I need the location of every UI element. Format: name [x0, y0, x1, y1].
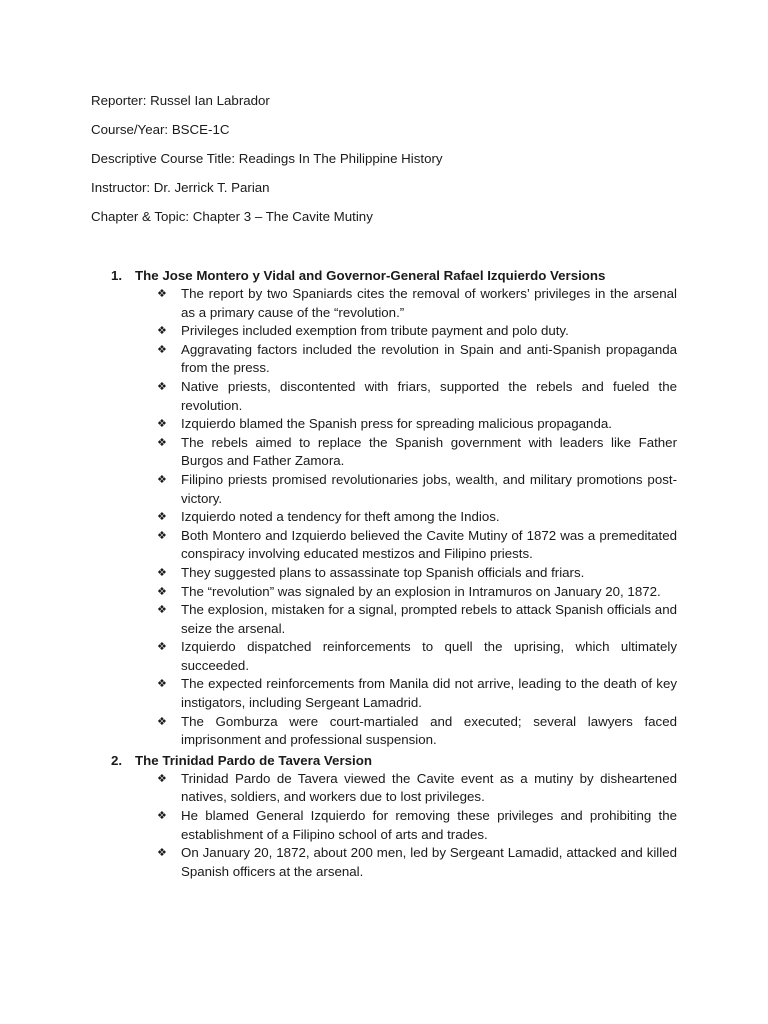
bullet-item [157, 713, 677, 750]
section-1 [111, 267, 677, 750]
bullet-text: He blamed General Izquierdo for removing these privileges and prohibiting the establishment of a Filipino school of arts and trades. [181, 808, 677, 842]
diamond-bullet-icon: ❖ [157, 417, 167, 431]
bullet-item [157, 601, 677, 638]
diamond-bullet-icon: ❖ [157, 677, 167, 691]
section-2 [111, 752, 677, 882]
bullet-text: Both Montero and Izquierdo believed the Cavite Mutiny of 1872 was a premeditated conspiracy involving educated mestizos and Filipino priests. [181, 527, 677, 562]
diamond-bullet-icon: ❖ [157, 640, 167, 654]
bullet-text: Izquierdo noted a tendency for theft among the Indios. [181, 509, 500, 525]
diamond-bullet-icon: ❖ [157, 809, 167, 823]
bullet-item [157, 508, 677, 527]
chapter-topic-line: Chapter & Topic: Chapter 3 – The Cavite Mutiny [91, 209, 373, 224]
bullet-item [157, 285, 677, 322]
bullet-item [157, 770, 677, 807]
bullet-item [157, 844, 677, 881]
diamond-bullet-icon: ❖ [157, 472, 167, 486]
bullet-item [157, 583, 677, 602]
section-title: The Trinidad Pardo de Tavera Version [135, 752, 372, 768]
bullet-item [157, 675, 677, 712]
course-title-line: Descriptive Course Title: Readings In The Philippine History [91, 151, 443, 166]
section-title: The Jose Montero y Vidal and Governor-General Rafael Izquierdo Versions [135, 268, 606, 283]
bullet-text: Izquierdo dispatched reinforcements to quell the uprising, which ultimately succeeded. [181, 639, 677, 673]
diamond-bullet-icon: ❖ [157, 342, 167, 356]
section-heading [111, 752, 677, 770]
bullet-text: The explosion, mistaken for a signal, prompted rebels to attack Spanish officials and seize the arsenal. [181, 602, 677, 636]
bullet-text: Trinidad Pardo de Tavera viewed the Cavite event as a mutiny by disheartened natives, soldiers, and workers due to lost privileges. [181, 770, 677, 805]
sections-list [111, 267, 677, 883]
diamond-bullet-icon: ❖ [157, 846, 167, 860]
bullet-text: Aggravating factors included the revolution in Spain and anti-Spanish propaganda from the press. [181, 341, 677, 376]
instructor-line: Instructor: Dr. Jerrick T. Parian [91, 180, 270, 195]
bullet-item [157, 415, 677, 434]
diamond-bullet-icon: ❖ [157, 287, 167, 300]
bullet-text: Izquierdo blamed the Spanish press for spreading malicious propaganda. [181, 416, 612, 432]
bullet-text: Filipino priests promised revolutionaries jobs, wealth, and military promotions post-victory. [181, 471, 677, 506]
bullet-item [157, 807, 677, 844]
section-number: 1. [111, 268, 123, 283]
diamond-bullet-icon: ❖ [157, 714, 167, 728]
bullet-item [157, 341, 677, 378]
diamond-bullet-icon: ❖ [157, 510, 167, 524]
bullet-item [157, 378, 677, 415]
bullet-item [157, 471, 677, 508]
bullet-text: They suggested plans to assassinate top Spanish officials and friars. [181, 564, 585, 580]
bullet-text: The report by two Spaniards cites the removal of workers’ privileges in the arsenal as a primary cause of the “revolution.” [181, 286, 677, 320]
diamond-bullet-icon: ❖ [157, 771, 167, 785]
diamond-bullet-icon: ❖ [157, 324, 167, 338]
document-header [91, 92, 691, 237]
bullet-text: The expected reinforcements from Manila did not arrive, leading to the death of key instigators, including Sergeant Lamadrid. [181, 676, 677, 711]
bullet-list [157, 770, 677, 882]
diamond-bullet-icon: ❖ [157, 603, 167, 617]
diamond-bullet-icon: ❖ [157, 435, 167, 449]
bullet-item [157, 564, 677, 583]
course-year-line: Course/Year: BSCE-1C [91, 122, 230, 137]
bullet-text: Native priests, discontented with friars, supported the rebels and fueled the revolution. [181, 378, 677, 413]
bullet-item [157, 322, 677, 341]
bullet-text: The rebels aimed to replace the Spanish government with leaders like Father Burgos and Father Zamora. [181, 434, 677, 469]
diamond-bullet-icon: ❖ [157, 379, 167, 393]
bullet-text: On January 20, 1872, about 200 men, led by Sergeant Lamadid, attacked and killed Spanish officers at the arsenal. [181, 845, 677, 879]
section-heading [111, 267, 677, 285]
diamond-bullet-icon: ❖ [157, 528, 167, 542]
bullet-text: The “revolution” was signaled by an explosion in Intramuros on January 20, 1872. [181, 583, 661, 599]
reporter-line: Reporter: Russel Ian Labrador [91, 93, 270, 108]
bullet-item [157, 638, 677, 675]
bullet-text: The Gomburza were court-martialed and executed; several lawyers faced imprisonment and professional suspension. [181, 713, 677, 748]
bullet-text: Privileges included exemption from tribute payment and polo duty. [181, 323, 569, 339]
section-number: 2. [111, 752, 123, 768]
bullet-item [157, 527, 677, 564]
diamond-bullet-icon: ❖ [157, 565, 167, 579]
diamond-bullet-icon: ❖ [157, 584, 167, 598]
bullet-item [157, 434, 677, 471]
bullet-list [157, 285, 677, 750]
